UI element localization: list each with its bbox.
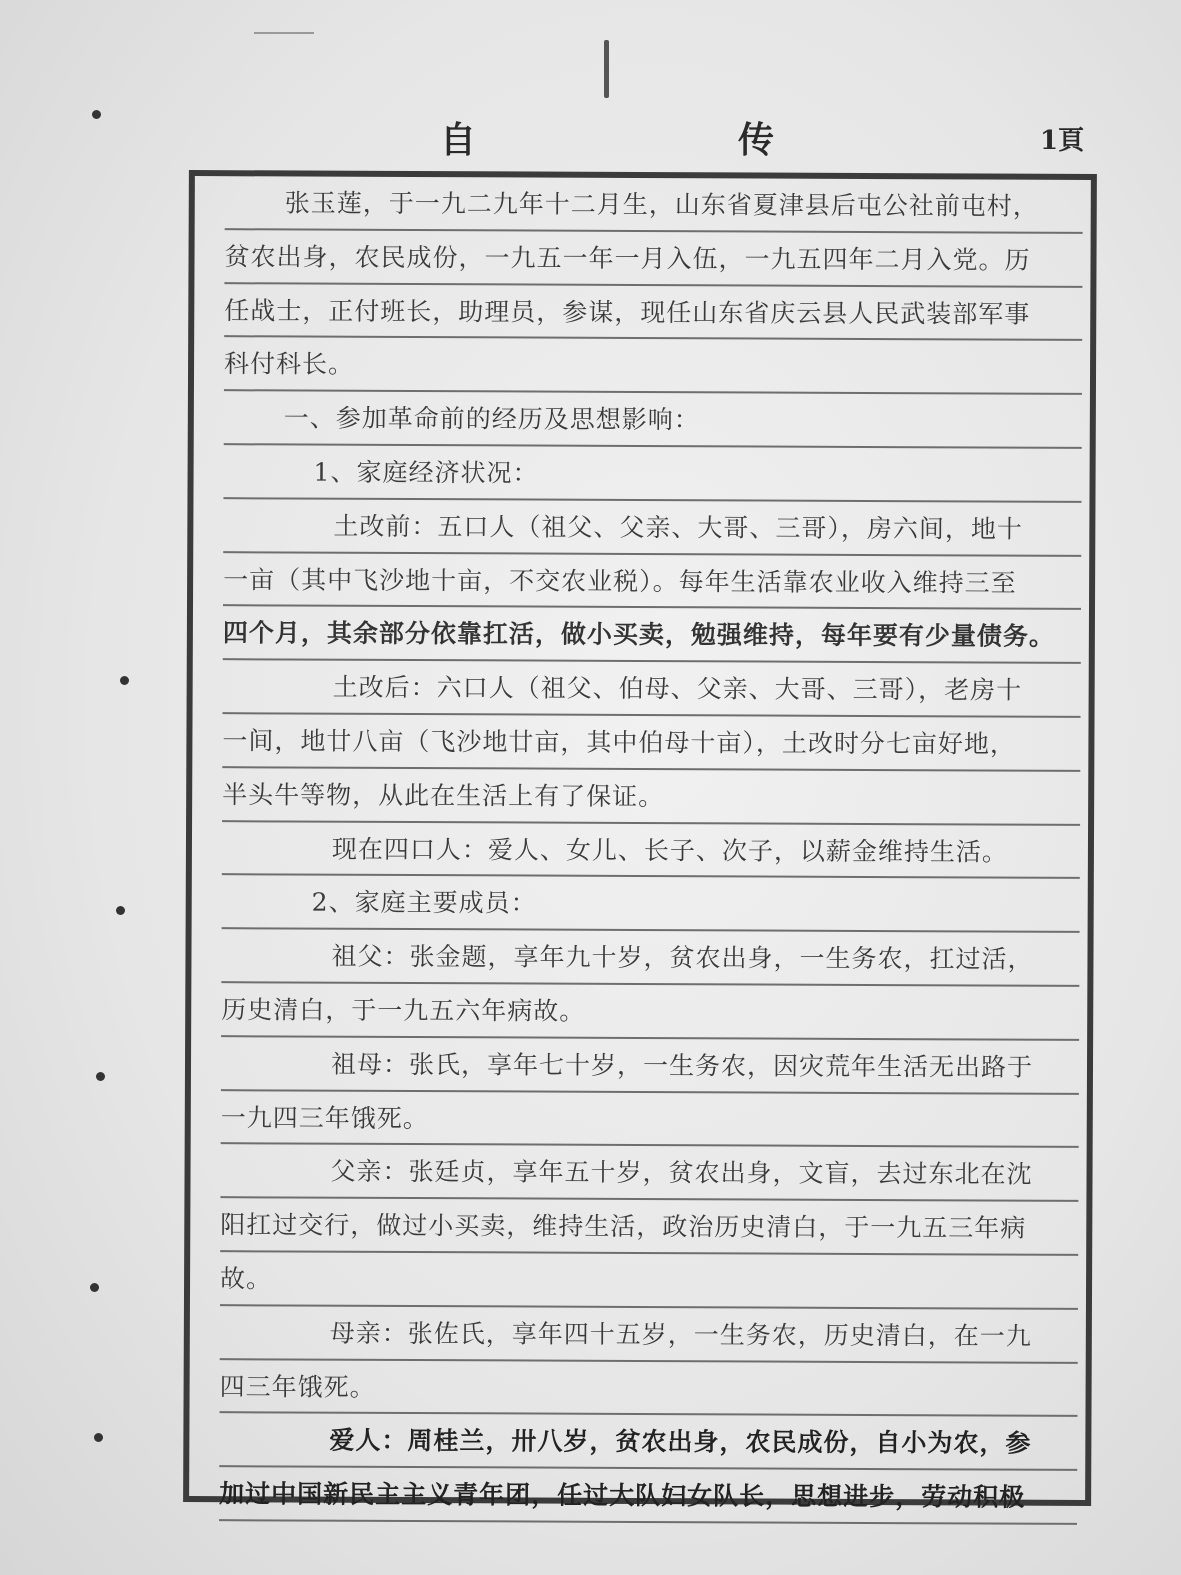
binder-hole xyxy=(96,1072,105,1081)
title-char: 自 xyxy=(440,119,477,161)
text-line: 母亲：张佐氏，享年四十五岁，一生务农，历史清白，在一九 xyxy=(220,1306,1078,1364)
text-line: 任战士，正付班长，助理员，参谋，现任山东省庆云县人民武装部军事 xyxy=(224,284,1082,342)
binder-mark xyxy=(604,40,609,98)
text-line: 现在四口人：爱人、女儿、长子、次子，以薪金维持生活。 xyxy=(222,822,1080,880)
title-char: 传 xyxy=(738,119,775,161)
binder-hole xyxy=(90,1283,99,1292)
text-line: 历史清白，于一九五六年病故。 xyxy=(221,983,1079,1041)
text-line: 一亩（其中飞沙地十亩，不交农业税）。每年生活靠农业收入维持三至 xyxy=(223,553,1081,611)
text-line: 四个月，其余部分依靠扛活，做小买卖，勉强维持，每年要有少量债务。 xyxy=(223,607,1081,665)
text-line: 加过中国新民主主义青年团，任过大队妇女队长，思想进步，劳动积极 xyxy=(219,1467,1077,1525)
text-line: 土改前：五口人（祖父、父亲、大哥、三哥），房六间，地十 xyxy=(223,499,1081,557)
page-title xyxy=(0,112,1181,162)
binder-hole xyxy=(94,1433,103,1442)
text-line: 一九四三年饿死。 xyxy=(221,1091,1079,1149)
text-line: 祖母：张氏，享年七十岁，一生务农，因灾荒年生活无出路于 xyxy=(221,1037,1079,1095)
text-line: 四三年饿死。 xyxy=(219,1360,1077,1418)
text-line: 故。 xyxy=(220,1252,1078,1310)
text-line: 张玉莲，于一九二九年十二月生，山东省夏津县后屯公社前屯村， xyxy=(225,176,1083,234)
text-line: 贫农出身，农民成份，一九五一年一月入伍，一九五四年二月入党。历 xyxy=(224,230,1082,288)
ruled-form xyxy=(183,170,1097,1512)
text-line: 祖父：张金题，享年九十岁，贫农出身，一生务农，扛过活， xyxy=(221,929,1079,987)
text-line: 半头牛等物，从此在生活上有了保证。 xyxy=(222,768,1080,826)
text-line: 爱人：周桂兰，卅八岁，贫农出身，农民成份，自小为农，参 xyxy=(219,1414,1077,1472)
binder-hole xyxy=(120,676,129,685)
binder-hole xyxy=(116,906,125,915)
text-line: 一间，地廿八亩（飞沙地廿亩，其中伯母十亩），土改时分七亩好地， xyxy=(222,714,1080,772)
text-line: 父亲：张廷贞，享年五十岁，贫农出身，文盲，去过东北在沈 xyxy=(220,1145,1078,1203)
paper-scratch xyxy=(254,32,314,34)
text-line: 阳扛过交行，做过小买卖，维持生活，政治历史清白，于一九五三年病 xyxy=(220,1198,1078,1256)
text-line: 1、家庭经济状况： xyxy=(223,445,1081,503)
text-line: 土改后：六口人（祖父、伯母、父亲、大哥、三哥），老房十 xyxy=(223,660,1081,718)
text-line: 科付科长。 xyxy=(224,338,1082,396)
page-number: 1頁 xyxy=(1040,126,1085,156)
text-line: 2、家庭主要成员： xyxy=(222,876,1080,934)
text-line: 一、参加革命前的经历及思想影响： xyxy=(224,391,1082,449)
